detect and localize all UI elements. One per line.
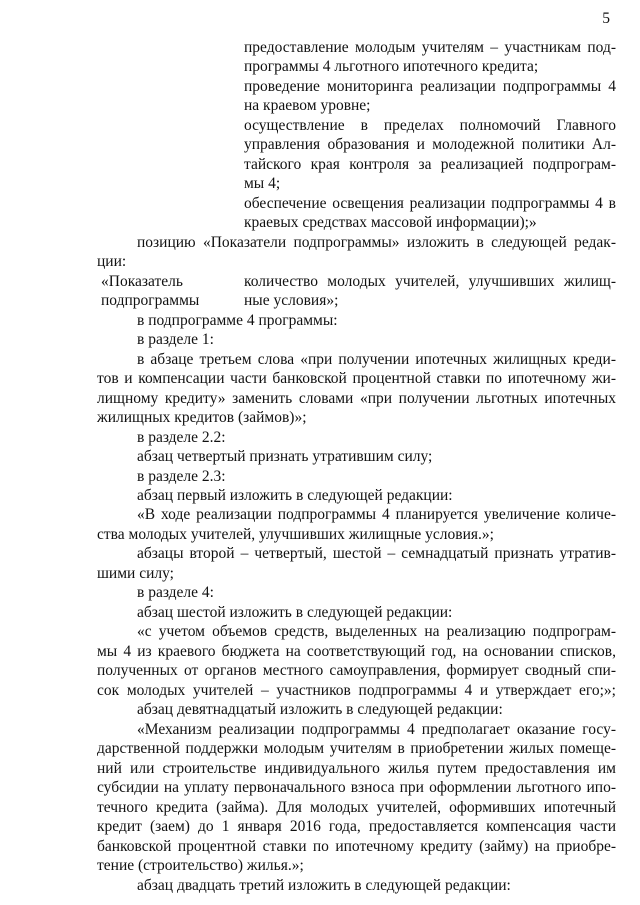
text-line: полученных от органов местного самоуправления, формирует сводный спи-: [97, 662, 616, 680]
text-line: абзац двадцать третий изложить в следующей редакции:: [137, 876, 511, 894]
text-line: тение (строительство) жилья.»;: [97, 857, 304, 875]
text-line: мы 4 из краевого бюджета на соответствующий год, на основании списков,: [97, 642, 616, 660]
text-line: проведение мониторинга реализации подпрограммы 4: [244, 77, 616, 95]
text-line: обеспечение освещения реализации подпрограммы 4 в: [244, 194, 616, 212]
text-line: позицию «Показатели подпрограммы» изложить в следующей редак-: [137, 233, 616, 251]
text-line: «Механизм реализации подпрограммы 4 предполагает оказание госу-: [137, 720, 616, 738]
text-line: в разделе 2.2:: [137, 428, 226, 446]
text-line: в подпрограмме 4 программы:: [137, 311, 338, 329]
text-line: абзац первый изложить в следующей редакции:: [137, 486, 453, 504]
text-line: субсидии на уплату первоначального взноса при оформлении льготного ипо-: [97, 779, 616, 797]
text-line: программы 4 льготного ипотечного кредита;: [244, 58, 539, 76]
text-line: управления образования и молодежной политики Ал-: [244, 136, 616, 154]
text-line: лищному кредиту» заменить словами «при получении льготных ипотечных: [97, 389, 616, 407]
text-line: течного кредита (займа). Для молодых учителей, оформивших ипотечный: [97, 798, 616, 816]
row-value: ные условия»;: [244, 292, 339, 310]
text-line: сок молодых учителей – участников подпрограммы 4 и утверждает его;»;: [97, 681, 616, 699]
text-line: абзац шестой изложить в следующей редакции:: [137, 603, 453, 621]
page-number: 5: [602, 10, 610, 27]
text-line: осуществление в пределах полномочий Главного: [244, 116, 616, 134]
text-line: ции:: [97, 253, 127, 271]
text-line: тайского края контроля за реализацией подпрограм-: [244, 155, 616, 173]
row-label: подпрограммы: [101, 292, 200, 310]
text-line: ства молодых учителей, улучшивших жилищные условия.»;: [97, 525, 494, 543]
text-line: кредит (заем) до 1 января 2016 года, предоставляется компенсация части: [97, 818, 616, 836]
row-value: количество молодых учителей, улучшивших жилищ-: [244, 272, 616, 290]
text-line: жилищных кредитов (займов)»;: [97, 409, 307, 427]
text-line: «В ходе реализации подпрограммы 4 планируется увеличение количе-: [137, 506, 616, 524]
text-line: абзац девятнадцатый изложить в следующей редакции:: [137, 701, 503, 719]
text-line: ний или строительстве индивидуального жилья путем предоставления им: [97, 759, 616, 777]
text-line: предоставление молодым учителям – участникам под-: [244, 39, 616, 56]
text-line: шими силу;: [97, 564, 174, 582]
text-line: «с учетом объемов средств, выделенных на реализацию подпрограм-: [137, 623, 616, 641]
text-line: мы 4;: [244, 175, 281, 193]
text-line: в разделе 4:: [137, 584, 214, 602]
text-line: в абзаце третьем слова «при получении ипотечных жилищных креди-: [137, 350, 616, 368]
text-line: в разделе 2.3:: [137, 467, 226, 485]
text-line: банковской процентной ставки по ипотечному кредиту (займу) на приобре-: [97, 837, 616, 855]
row-label: «Показатель: [101, 272, 183, 290]
text-line: в разделе 1:: [137, 331, 214, 349]
text-line: тов и компенсации части банковской процентной ставки по ипотечному жи-: [97, 370, 616, 388]
text-line: краевых средствах массовой информации);»: [244, 214, 537, 232]
text-line: на краевом уровне;: [244, 97, 371, 115]
text-line: абзацы второй – четвертый, шестой – семнадцатый признать утратив-: [137, 545, 616, 563]
text-line: дарственной поддержки молодым учителям в приобретении жилых помеще-: [97, 740, 616, 758]
text-line: абзац четвертый признать утратившим силу;: [137, 448, 433, 466]
